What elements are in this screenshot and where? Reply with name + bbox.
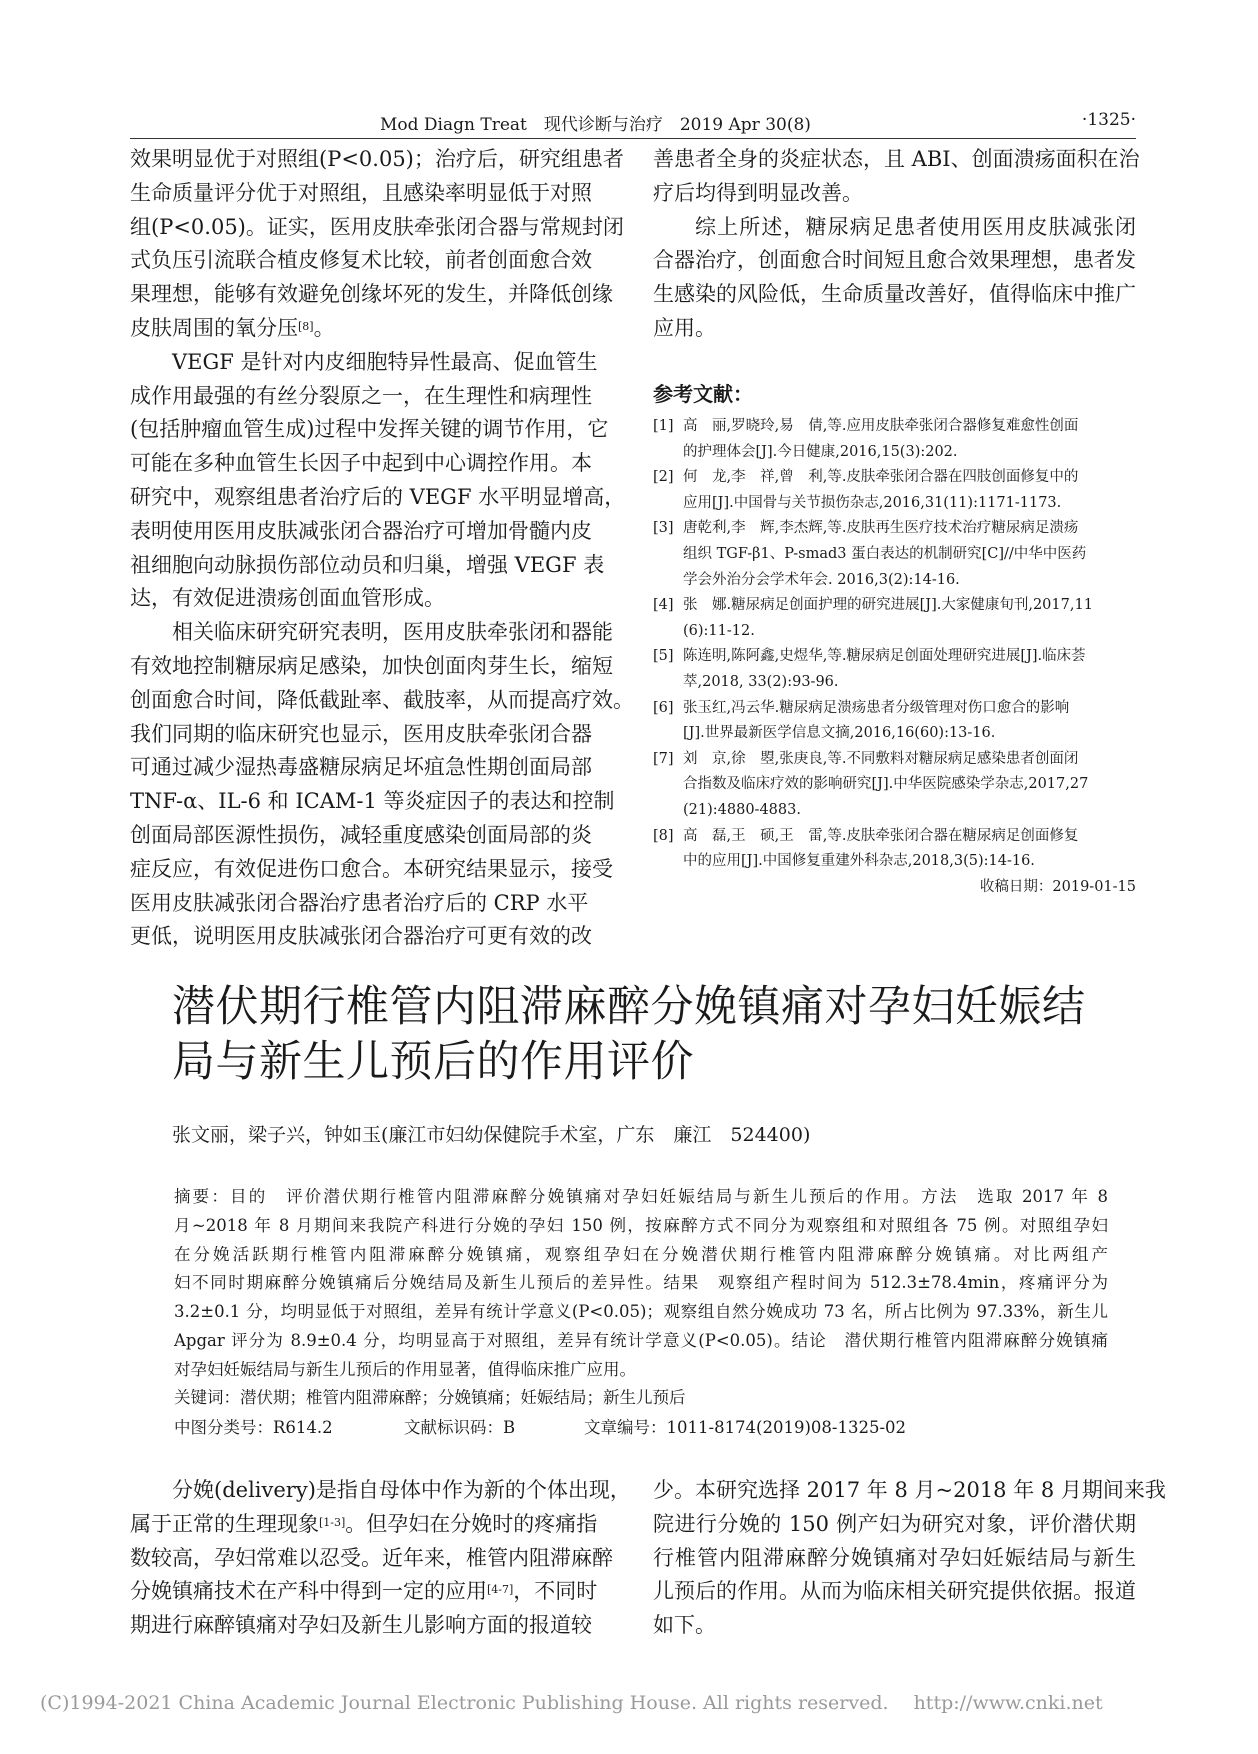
abstract-line: 对孕妇妊娠结局与新生儿预后的作用显著，值得临床推广应用。 — [174, 1359, 636, 1379]
text-line: (包括肿瘤血管生成)过程中发挥关键的调节作用，它 — [130, 417, 609, 442]
right-column-text — [653, 143, 1140, 346]
text-line: 创面愈合时间，降低截趾率、截肢率，从而提高疗效。 — [130, 687, 634, 712]
reference-line: 应用[J].中国骨与关节损伤杂志,2016,31(11):1171-1173. — [683, 494, 1062, 511]
abstract-line: 在分娩活跃期行椎管内阻滞麻醉分娩镇痛，观察组孕妇在分娩潜伏期行椎管内阻滞麻醉分娩镇痛。对比两组产 — [174, 1244, 1108, 1264]
text-line: 少。本研究选择 2017 年 8 月~2018 年 8 月期间来我 — [653, 1478, 1166, 1502]
text-line: 创面局部医源性损伤，减轻重度感染创面局部的炎 — [130, 822, 592, 847]
reference-number: [4] — [653, 597, 674, 614]
article-body-left — [130, 1474, 631, 1643]
header-rule — [130, 138, 1136, 139]
text-line: 祖细胞向动脉损伤部位动员和归巢，增强 VEGF 表 — [130, 552, 605, 577]
text-line: 达，有效促进溃疡创面血管形成。 — [130, 586, 445, 611]
abstract — [174, 1183, 1108, 1385]
article-title-line: 潜伏期行椎管内阻滞麻醉分娩镇痛对孕妇妊娠结 — [172, 982, 1086, 1032]
text-line: 医用皮肤减张闭合器治疗患者治疗后的 CRP 水平 — [130, 890, 589, 915]
text-line: 合器治疗，创面愈合时间短且愈合效果理想，患者发 — [653, 248, 1136, 273]
text-line: ，不同时 — [513, 1579, 598, 1604]
clc-number: 中图分类号：R614.2 — [174, 1418, 333, 1437]
reference-line: 学会外治分会学术年会. 2016,3(2):14-16. — [683, 571, 960, 588]
text-line: 分娩镇痛技术在产科中得到一定的应用 — [130, 1579, 487, 1604]
journal-running-title: Mod Diagn Treat 现代诊断与治疗 2019 Apr 30(8) — [380, 115, 811, 135]
reference-line: 组织 TGF-β1、P-smad3 蛋白表达的机制研究[C]//中华中医药 — [683, 545, 1087, 562]
text-line-with-citation — [130, 1575, 598, 1609]
reference-item — [653, 824, 1136, 875]
text-line: 儿预后的作用。从而为临床相关研究提供依据。报道 — [653, 1579, 1136, 1604]
text-line: 行椎管内阻滞麻醉分娩镇痛对孕妇妊娠结局与新生 — [653, 1545, 1136, 1570]
reference-line: 陈连明,陈阿鑫,史煜华,等.糖尿病足创面处理研究进展[J].临床荟 — [683, 648, 1086, 665]
article-number: 文章编号：1011-8174(2019)08-1325-02 — [584, 1418, 907, 1437]
text-line: 数较高，孕妇常难以忍受。近年来，椎管内阻滞麻醉 — [130, 1545, 613, 1570]
text-line: 我们同期的临床研究也显示，医用皮肤牵张闭合器 — [130, 721, 592, 746]
reference-line: (21):4880-4883. — [683, 801, 801, 818]
document-code: 文献标识码：B — [404, 1418, 516, 1437]
reference-number: [3] — [653, 520, 674, 537]
running-header — [130, 108, 1136, 136]
citation: [1-3] — [319, 1515, 346, 1529]
text-line-with-citation — [130, 1508, 598, 1542]
references-list — [653, 414, 1136, 900]
text-line: 属于正常的生理现象 — [130, 1511, 319, 1536]
received-date: 收稿日期：2019-01-15 — [979, 878, 1136, 895]
abstract-line: 妇不同时期麻醉分娩镇痛后分娩结局及新生儿预后的差异性。结果 观察组产程时间为 512.3±78.4min，疼痛评分为 — [174, 1273, 1108, 1293]
text-line: 式负压引流联合植皮修复术比较，前者创面愈合效 — [130, 248, 592, 273]
text-line: 综上所述，糖尿病足患者使用医用皮肤减张闭 — [695, 214, 1136, 239]
left-column-text — [130, 143, 634, 954]
reference-line: 高 磊,王 硕,王 雷,等.皮肤牵张闭合器在糖尿病足创面修复 — [683, 827, 1079, 844]
reference-item — [653, 465, 1136, 516]
text-line: 院进行分娩的 150 例产妇为研究对象，评价潜伏期 — [653, 1511, 1136, 1536]
text-line: 成作用最强的有丝分裂原之一，在生理性和病理性 — [130, 383, 592, 408]
text-line: 组(P<0.05)。证实，医用皮肤牵张闭合器与常规封闭 — [130, 214, 624, 239]
text-line: 可能在多种血管生长因子中起到中心调控作用。本 — [130, 451, 592, 476]
reference-line: 何 龙,李 祥,曾 利,等.皮肤牵张闭合器在四肢创面修复中的 — [683, 469, 1079, 486]
text-line: 果理想，能够有效避免创缘坏死的发生，并降低创缘 — [130, 282, 613, 307]
reference-number: [8] — [653, 827, 674, 844]
reference-line: 高 丽,罗晓玲,易 倩,等.应用皮肤牵张闭合器修复难愈性创面 — [683, 418, 1079, 434]
reference-item — [653, 696, 1136, 747]
text-line: 可通过减少湿热毒盛糖尿病足坏疽急性期创面局部 — [130, 755, 592, 780]
text-line: 症反应，有效促进伤口愈合。本研究结果显示，接受 — [130, 856, 613, 881]
text-line: TNF-α、IL-6 和 ICAM-1 等炎症因子的表达和控制 — [130, 789, 615, 814]
reference-line: 张 娜.糖尿病足创面护理的研究进展[J].大家健康旬刊,2017,11 — [683, 597, 1093, 614]
reference-line: 中的应用[J].中国修复重建外科杂志,2018,3(5):14-16. — [683, 853, 1035, 870]
reference-line: [J].世界最新医学信息文摘,2016,16(60):13-16. — [683, 725, 996, 742]
reference-item — [653, 644, 1136, 695]
text-line: 善患者全身的炎症状态，且 ABI、创面溃疡面积在治 — [653, 147, 1140, 171]
reference-line: 张玉红,冯云华.糖尿病足溃疡患者分级管理对伤口愈合的影响 — [683, 699, 1070, 716]
authors-affiliation: 张文丽，梁子兴，钟如玉(廉江市妇幼保健院手术室，广东 廉江 524400) — [172, 1124, 811, 1146]
keywords: 关键词：潜伏期；椎管内阻滞麻醉；分娩镇痛；妊娠结局；新生儿预后 — [174, 1388, 686, 1407]
references-title: 参考文献： — [653, 382, 753, 406]
reference-line: 唐乾利,李 辉,李杰辉,等.皮肤再生医疗技术治疗糖尿病足溃疡 — [683, 520, 1079, 537]
reference-number: [6] — [653, 699, 674, 716]
article-title — [172, 980, 1112, 1090]
page-number: ·1325· — [1081, 110, 1136, 130]
abstract-line: Apgar 评分为 8.9±0.4 分，均明显高于对照组，差异有统计学意义(P<0.05)。结论 潜伏期行椎管内阻滞麻醉分娩镇痛 — [174, 1330, 1108, 1350]
citation: [8] — [298, 319, 314, 333]
reference-number: [5] — [653, 648, 674, 665]
citation: [4-7] — [487, 1583, 514, 1597]
reference-item — [653, 593, 1136, 644]
reference-number: [1] — [653, 418, 674, 434]
reference-line: (6):11-12. — [683, 622, 755, 639]
abstract-line: 摘要：目的 评价潜伏期行椎管内阻滞麻醉分娩镇痛对孕妇妊娠结局与新生儿预后的作用。方法 选取 2017 年 8 — [174, 1187, 1108, 1206]
text-line: 期进行麻醉镇痛对孕妇及新生儿影响方面的报道较 — [130, 1613, 592, 1638]
reference-item — [653, 414, 1136, 465]
reference-line: 萃,2018, 33(2):93-96. — [683, 673, 839, 690]
text-line: 相关临床研究研究表明，医用皮肤牵张闭和器能 — [172, 620, 613, 645]
text-line: 生命质量评分优于对照组，且感染率明显低于对照 — [130, 180, 592, 205]
reference-line: 的护理体会[J].今日健康,2016,15(3):202. — [683, 443, 958, 460]
article-body-right — [653, 1474, 1166, 1643]
text-line: 应用。 — [653, 315, 716, 340]
text-line: 如下。 — [653, 1613, 716, 1638]
text-line: 表明使用医用皮肤减张闭合器治疗可增加骨髓内皮 — [130, 518, 592, 543]
text-line: 研究中，观察组患者治疗后的 VEGF 水平明显增高， — [130, 484, 626, 509]
reference-line: 合指数及临床疗效的影响研究[J].中华医院感染学杂志,2017,27 — [683, 776, 1089, 793]
article-title-line: 局与新生儿预后的作用评价 — [172, 1037, 694, 1087]
reference-line: 刘 京,徐 曌,张庚良,等.不同敷料对糖尿病足感染患者创面闭 — [683, 750, 1079, 767]
copyright-footer: (C)1994-2021 China Academic Journal Electronic Publishing House. All rights reserved. http://www.cnki.net — [40, 1692, 1103, 1714]
text-line: 效果明显优于对照组(P<0.05)；治疗后，研究组患者 — [130, 147, 624, 171]
text-line: 生感染的风险低，生命质量改善好，值得临床中推广 — [653, 282, 1136, 307]
text-line: VEGF 是针对内皮细胞特异性最高、促血管生 — [172, 349, 598, 374]
reference-number: [2] — [653, 469, 674, 486]
text-line: 分娩(delivery)是指自母体中作为新的个体出现， — [172, 1478, 631, 1502]
text-line-with-citation: 皮肤周围的氧分压[8]。 — [130, 315, 335, 340]
reference-item — [653, 516, 1136, 593]
text-line: 有效地控制糖尿病足感染，加快创面肉芽生长，缩短 — [130, 653, 613, 678]
text-line: 疗后均得到明显改善。 — [653, 180, 863, 205]
abstract-line: 月~2018 年 8 月期间来我院产科进行分娩的孕妇 150 例，按麻醉方式不同分为观察组和对照组各 75 例。对照组孕妇 — [174, 1215, 1108, 1235]
text-line: 更低，说明医用皮肤减张闭合器治疗可更有效的改 — [130, 924, 592, 949]
abstract-line: 3.2±0.1 分，均明显低于对照组，差异有统计学意义(P<0.05)；观察组自然分娩成功 73 名，所占比例为 97.33%，新生儿 — [174, 1302, 1108, 1322]
text-line: 皮肤周围的氧分压 — [130, 315, 298, 340]
text-line: 。但孕妇在分娩时的疼痛指 — [345, 1511, 598, 1536]
reference-number: [7] — [653, 750, 674, 767]
reference-item — [653, 747, 1136, 824]
